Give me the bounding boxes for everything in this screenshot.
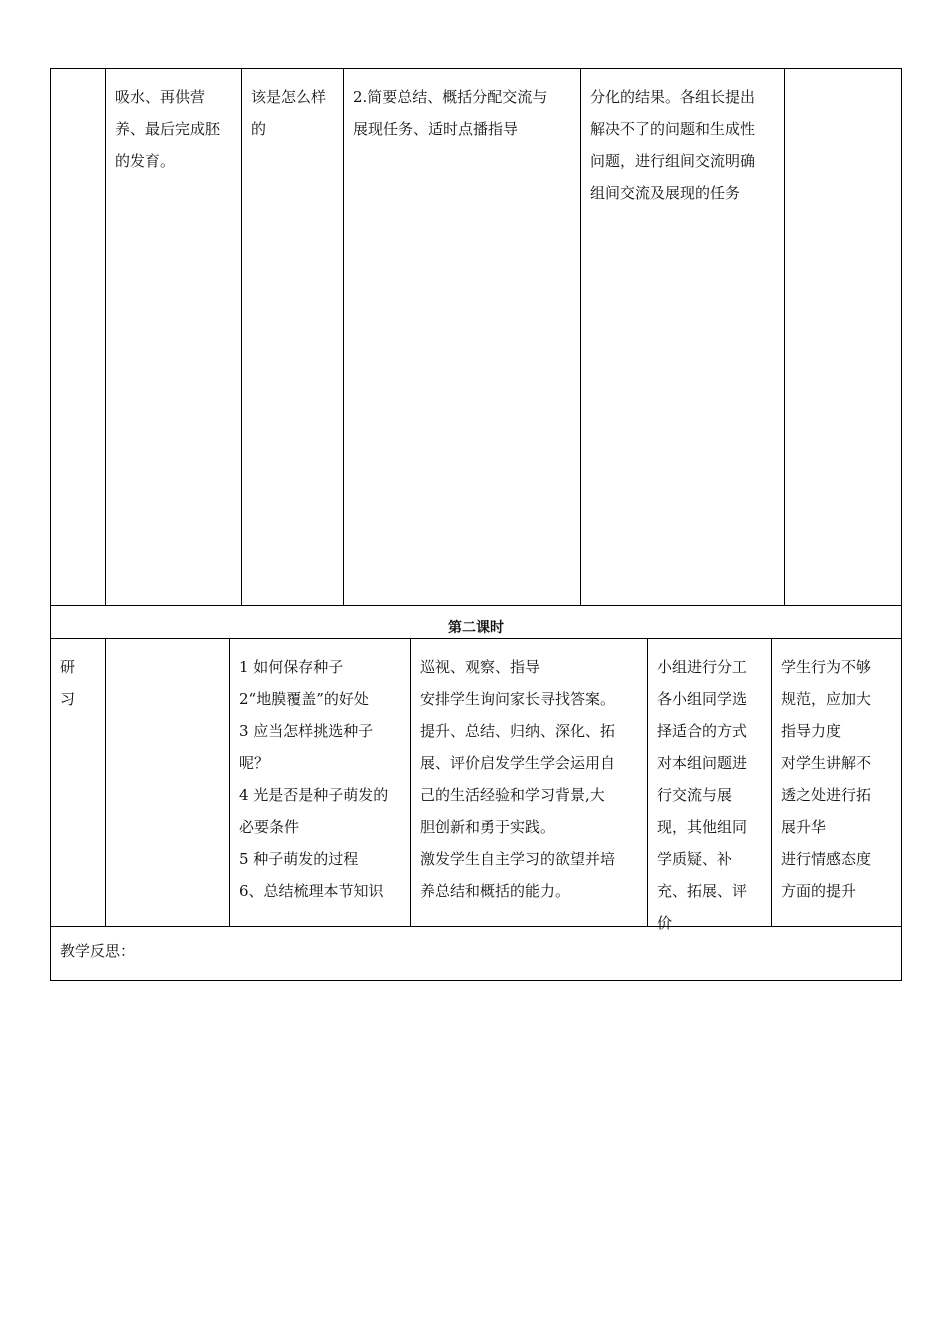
r2-cell-2 [105, 639, 229, 926]
r2-cell-5 [647, 639, 771, 932]
text-line: 吸水、再供营 [115, 88, 206, 106]
r1-cell-5 [580, 69, 784, 605]
text-line: 4 光是否是种子萌发的 [239, 786, 389, 804]
text-line: 充、拓展、评 [657, 882, 748, 900]
r1-cell-2 [105, 69, 241, 605]
text-line: 现，其他组同 [657, 818, 748, 836]
r2-cell-6 [771, 639, 901, 926]
reflection-label: 教学反思： [60, 942, 136, 960]
text-line: 问题，进行组间交流明确 [590, 152, 756, 170]
text-line: 各小组同学选 [657, 690, 748, 708]
section-title: 第二课时 [448, 620, 504, 636]
text-line: 解决不了的问题和生成性 [590, 120, 756, 138]
text-line: 方面的提升 [781, 882, 857, 900]
text-line: 展升华 [781, 818, 827, 836]
r1-cell-6 [784, 69, 901, 605]
text-line: 指导力度 [781, 722, 842, 740]
text-line: 规范，应加大 [781, 690, 872, 708]
text-line: 透之处进行拓 [781, 786, 872, 804]
r1-cell-1 [51, 69, 105, 605]
text-line: 6、总结梳理本节知识 [239, 882, 384, 900]
text-line: 学质疑、补 [657, 850, 733, 868]
text-line: 养总结和概括的能力。 [420, 882, 571, 900]
continuation-row [51, 69, 901, 605]
section-title-row [51, 605, 901, 638]
text-line: 进行情感态度 [781, 850, 872, 868]
text-line: 展、评价启发学生学会运用自 [420, 754, 616, 772]
text-line: 养、最后完成胚 [115, 120, 221, 138]
text-line: 的 [251, 120, 267, 138]
text-line: 的发育。 [115, 152, 176, 170]
text-line: 择适合的方式 [657, 722, 748, 740]
r1-cell-4 [343, 69, 580, 605]
text-line: 巡视、观察、指导 [420, 658, 541, 676]
text-line: 5 种子萌发的过程 [239, 850, 359, 868]
reflection-row [51, 926, 901, 980]
text-line: 小组进行分工 [657, 658, 748, 676]
text-line: 1 如何保存种子 [239, 658, 344, 676]
r1-cell-3 [241, 69, 343, 605]
text-line: 组间交流及展现的任务 [590, 184, 741, 202]
text-line: 对本组问题进 [657, 754, 748, 772]
text-line: 2.简要总结、概括分配交流与 [353, 88, 548, 106]
text-line: 习 [60, 690, 76, 708]
text-line: 胆创新和勇于实践。 [420, 818, 556, 836]
lesson-plan-table [50, 68, 902, 981]
text-line: 激发学生自主学习的欲望并培 [420, 850, 616, 868]
text-line: 提升、总结、归纳、深化、拓 [420, 722, 616, 740]
text-line: 价 [657, 914, 673, 932]
r2-cell-4 [410, 639, 647, 926]
text-line: 学生行为不够 [781, 658, 872, 676]
text-line: 2“地膜覆盖”的好处 [239, 690, 369, 708]
text-line: 己的生活经验和学习背景,大 [420, 786, 605, 804]
text-line: 研 [60, 658, 76, 676]
text-line: 呢？ [239, 754, 270, 772]
r2-cell-3 [229, 639, 410, 926]
text-line: 该是怎么样 [251, 88, 327, 106]
r2-cell-1 [51, 639, 105, 926]
text-line: 安排学生询问家长寻找答案。 [420, 690, 616, 708]
text-line: 分化的结果。各组长提出 [590, 88, 756, 106]
text-line: 必要条件 [239, 818, 300, 836]
text-line: 3 应当怎样挑选种子 [239, 722, 374, 740]
second-lesson-row [51, 638, 901, 932]
text-line: 对学生讲解不 [781, 754, 872, 772]
text-line: 展现任务、适时点播指导 [353, 120, 519, 138]
text-line: 行交流与展 [657, 786, 733, 804]
